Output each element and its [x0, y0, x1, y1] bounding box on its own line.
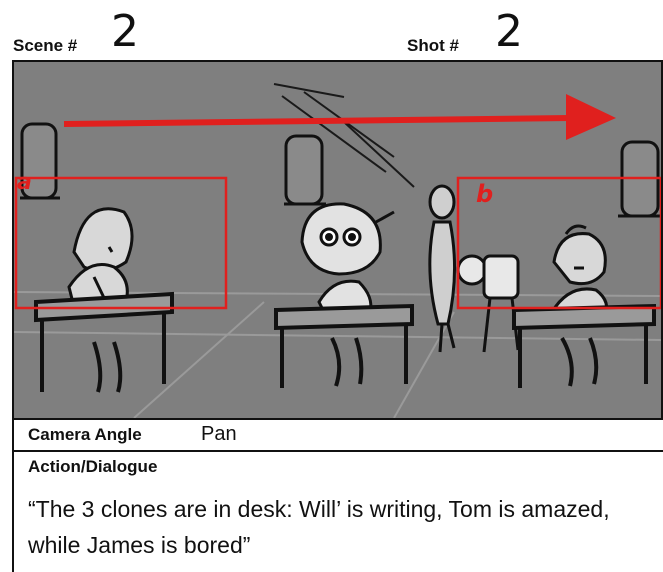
window-middle [284, 136, 326, 204]
action-dialogue-label: Action/Dialogue [28, 457, 158, 476]
scene-number: 2 [111, 6, 139, 57]
desk-right [514, 306, 654, 388]
desk-middle [276, 306, 412, 388]
action-dialogue-row [12, 451, 663, 572]
storyboard-panel [12, 60, 663, 420]
camera-operator [430, 186, 455, 352]
camera-angle-value: Pan [201, 423, 237, 445]
scene-label: Scene # [13, 36, 78, 55]
storyboard-sketch [14, 62, 661, 418]
camera-angle-row [12, 419, 663, 452]
shot-label: Shot # [407, 36, 459, 55]
character-james [552, 226, 607, 318]
frame-a-label: a [17, 170, 32, 195]
shot-number: 2 [495, 6, 523, 57]
camera-angle-label: Camera Angle [28, 425, 142, 444]
character-will [69, 209, 132, 307]
dialogue-text: “The 3 clones are in desk: Will’ is writing, Tom is amazed, while James is bored” [28, 496, 610, 558]
character-tom [302, 204, 394, 312]
frame-b-label: b [476, 180, 494, 208]
